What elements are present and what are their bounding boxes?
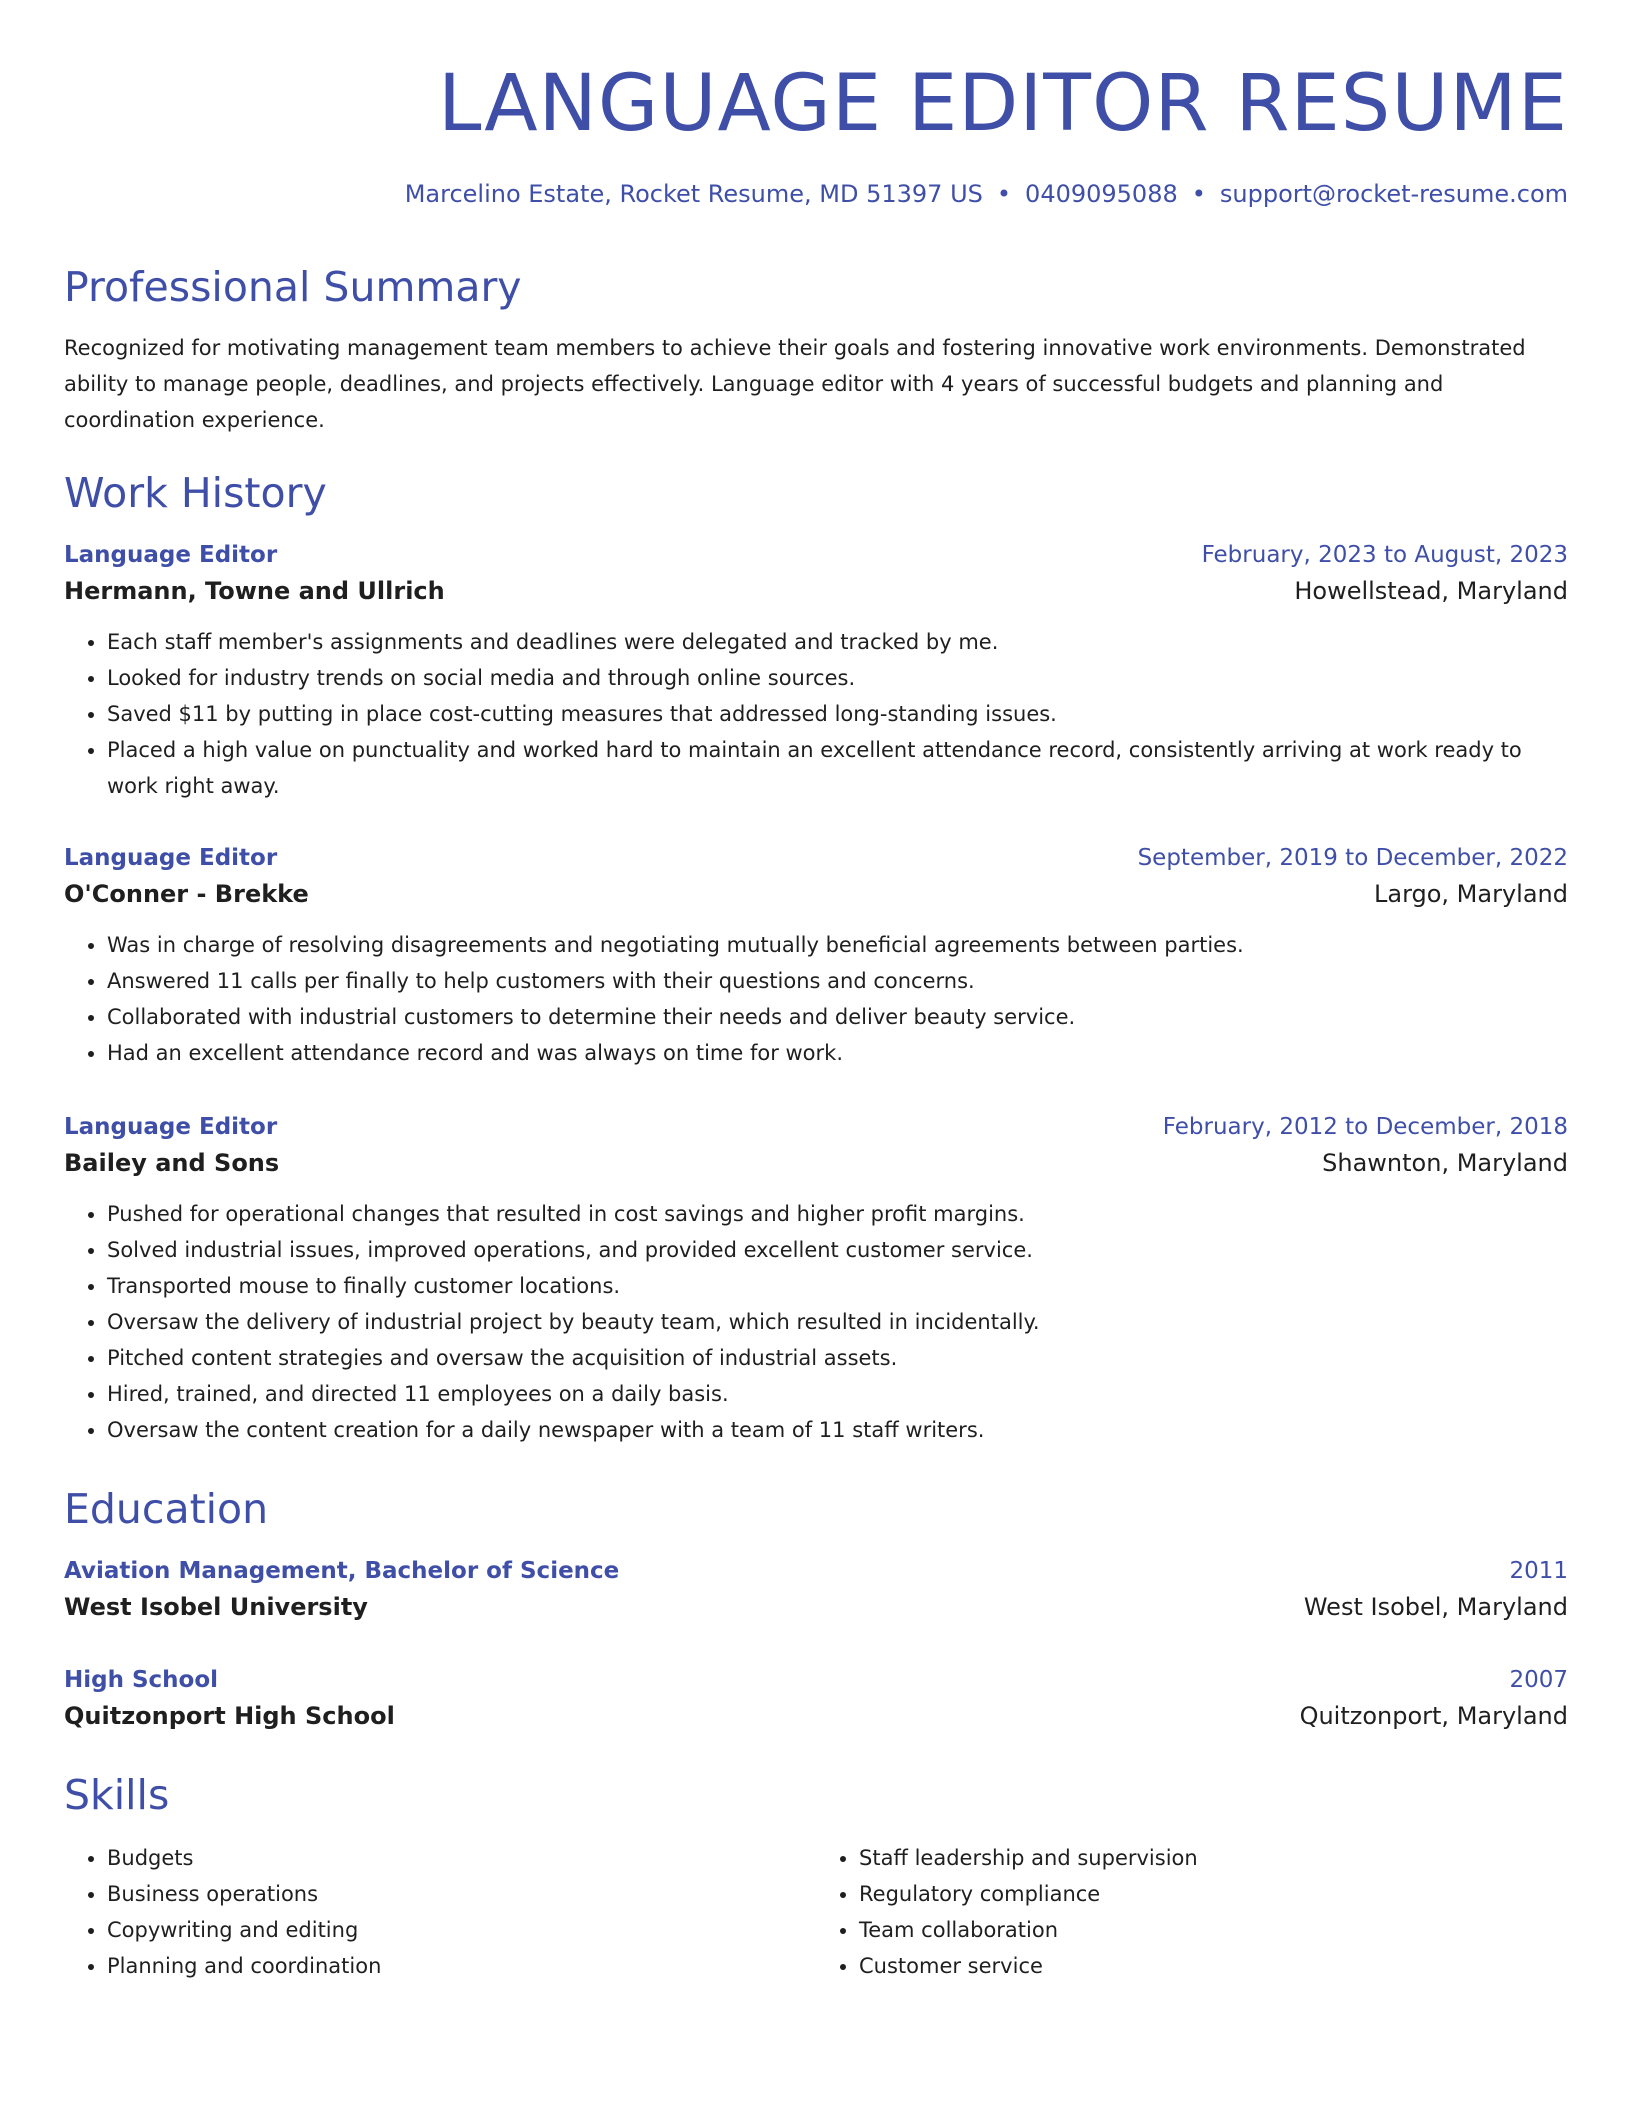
education-school: Quitzonport High School (64, 1702, 395, 1730)
job-dates: September, 2019 to December, 2022 (1137, 845, 1568, 871)
skill-item: • Business operations (107, 1876, 816, 1912)
list-item: • Collaborated with industrial customers to determine their needs and deliver beauty service. (107, 999, 1568, 1035)
list-item: • Placed a high value on punctuality and worked hard to maintain an excellent attendance record, consistently arriving at work ready to work right away. (107, 732, 1568, 804)
skill-item: • Staff leadership and supervision (859, 1840, 1568, 1876)
list-item: • Oversaw the content creation for a daily newspaper with a team of 11 staff writers. (107, 1412, 1568, 1448)
job-bullets (64, 1196, 1568, 1448)
education-year: 2007 (1509, 1667, 1568, 1693)
education-location: West Isobel, Maryland (1303, 1593, 1568, 1621)
summary-heading: Professional Summary (64, 263, 522, 311)
skills-column-left (64, 1840, 816, 1984)
contact-line (64, 178, 1568, 210)
skill-item: • Team collaboration (859, 1912, 1568, 1948)
education-entry (64, 1554, 1568, 1626)
job-entry (64, 1110, 1568, 1448)
job-company: Hermann, Towne and Ullrich (64, 577, 445, 605)
list-item: • Pushed for operational changes that resulted in cost savings and higher profit margins. (107, 1196, 1568, 1232)
education-degree: High School (64, 1667, 219, 1693)
skill-item: • Planning and coordination (107, 1948, 816, 1984)
education-year: 2011 (1509, 1558, 1568, 1584)
job-location: Largo, Maryland (1373, 880, 1568, 908)
skills-list (64, 1840, 1568, 1984)
contact-separator: • (996, 180, 1012, 208)
skill-item: • Regulatory compliance (859, 1876, 1568, 1912)
job-dates: February, 2012 to December, 2018 (1162, 1114, 1568, 1140)
resume-title: LANGUAGE EDITOR RESUME (437, 59, 1568, 149)
skills-heading: Skills (64, 1771, 170, 1819)
job-location: Howellstead, Maryland (1294, 577, 1568, 605)
education-degree: Aviation Management, Bachelor of Science (64, 1558, 620, 1584)
list-item: • Transported mouse to finally customer locations. (107, 1268, 1568, 1304)
summary-text: Recognized for motivating management team members to achieve their goals and fostering innovative work environments. Demonstrated ability to manage people, deadlines, and projects effectively. Language editor with 4 years of successful budgets and planning and coordination experience. (64, 336, 1526, 432)
education-school: West Isobel University (64, 1593, 368, 1621)
job-title: Language Editor (64, 845, 278, 871)
skills-column-right (816, 1840, 1568, 1984)
list-item: • Saved $11 by putting in place cost-cutting measures that addressed long-standing issues. (107, 696, 1568, 732)
skill-item: • Customer service (859, 1948, 1568, 1984)
job-title: Language Editor (64, 542, 278, 568)
list-item: • Pitched content strategies and oversaw the acquisition of industrial assets. (107, 1340, 1568, 1376)
list-item: • Looked for industry trends on social media and through online sources. (107, 660, 1568, 696)
education-heading: Education (64, 1485, 269, 1533)
list-item: • Was in charge of resolving disagreements and negotiating mutually beneficial agreements between parties. (107, 927, 1568, 963)
list-item: • Had an excellent attendance record and was always on time for work. (107, 1035, 1568, 1071)
list-item: • Hired, trained, and directed 11 employees on a daily basis. (107, 1376, 1568, 1412)
contact-separator: • (1191, 180, 1206, 208)
job-location: Shawnton, Maryland (1322, 1149, 1568, 1177)
contact-email[interactable]: support@rocket-resume.com (1219, 180, 1568, 208)
education-entry (64, 1663, 1568, 1735)
job-bullets (64, 927, 1568, 1071)
job-entry (64, 841, 1568, 1071)
list-item: • Oversaw the delivery of industrial project by beauty team, which resulted in incidentally. (107, 1304, 1568, 1340)
job-dates: February, 2023 to August, 2023 (1201, 542, 1568, 568)
work-history-heading: Work History (64, 469, 327, 517)
contact-address: Marcelino Estate, Rocket Resume, MD 51397 US (404, 180, 983, 208)
job-entry (64, 538, 1568, 804)
job-bullets (64, 624, 1568, 804)
list-item: • Answered 11 calls per finally to help customers with their questions and concerns. (107, 963, 1568, 999)
skill-item: • Copywriting and editing (107, 1912, 816, 1948)
list-item: • Solved industrial issues, improved operations, and provided excellent customer service. (107, 1232, 1568, 1268)
education-location: Quitzonport, Maryland (1299, 1702, 1568, 1730)
job-company: Bailey and Sons (64, 1149, 280, 1177)
skill-item: • Budgets (107, 1840, 816, 1876)
list-item: • Each staff member's assignments and deadlines were delegated and tracked by me. (107, 624, 1568, 660)
job-company: O'Conner - Brekke (64, 880, 309, 908)
job-title: Language Editor (64, 1114, 278, 1140)
contact-phone: 0409095088 (1025, 180, 1178, 208)
